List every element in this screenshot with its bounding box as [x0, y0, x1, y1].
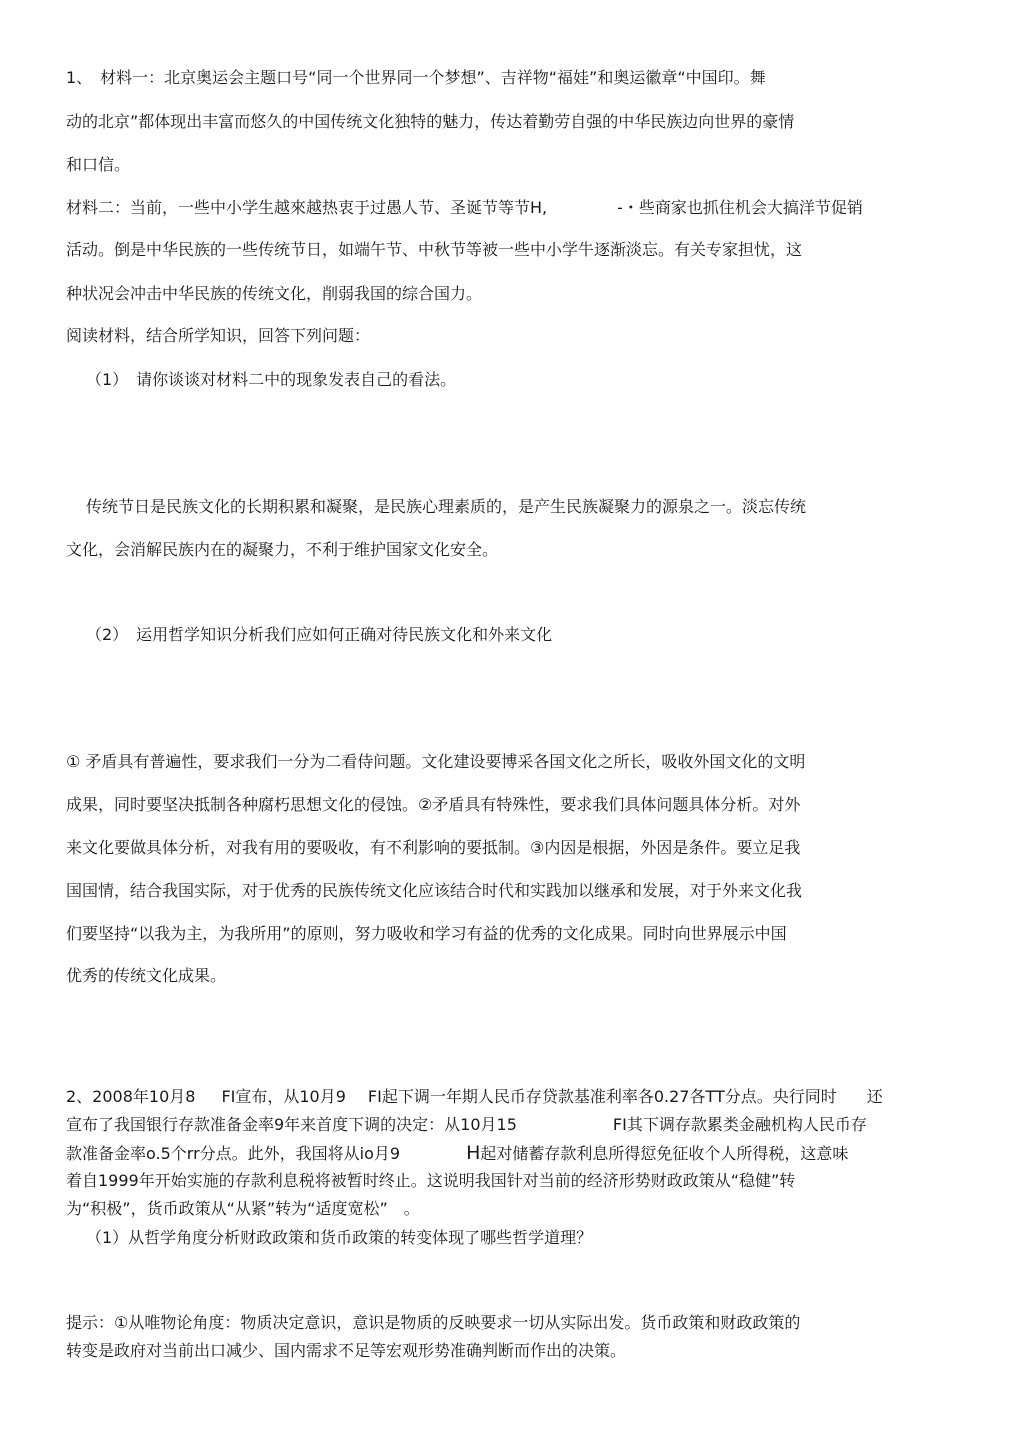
- q2-line-1c: FI起下调一年期人民币存贷款基准利率各0.27各TT分点。央行同时: [367, 1087, 837, 1106]
- q1-sub2-answer-line-1: ① 矛盾具有普遍性，要求我们一分为二看侍问题。文化建设要博采各国文化之所长，吸收外国文化的文明: [66, 752, 806, 771]
- q1-sub1-answer-line-2: 文化，会消解民族内在的凝聚力，不利于维护国家文化安全。: [66, 540, 499, 559]
- q2-sub1-hint-line-1: 提示：①从唯物论角度：物质决定意识，意识是物质的反映要求一切从实际出发。货币政策和财政政策的: [66, 1313, 801, 1332]
- q1-material-line-4a: 材料二：当前，一些中小学生越來越热衷于过愚人节、圣诞节等节H,: [66, 198, 548, 217]
- q2-line-2: [66, 1115, 867, 1135]
- q2-line-4: 着自1999年开始实施的存款利息税将被暂时终止。这说明我国针对当前的经济形势财政政策从“稳健”转: [66, 1171, 796, 1190]
- q1-sub2-answer-line-3: 来文化要做具体分析，对我有用的要吸收，有不利影响的要抵制。③内因是根据，外因是条件。要立足我: [66, 838, 801, 857]
- q1-sub2-answer-line-4: 国国情，结合我国实际，对于优秀的民族传统文化应该结合时代和实践加以继承和发展，对于外来文化我: [66, 881, 803, 900]
- q1-material-line-2: 动的北京”都体现出丰富而悠久的中国传统文化独特的魅力，传达着勤劳自强的中华民族边向世界的豪情: [66, 112, 795, 131]
- q2-sub1-question: （1）从哲学角度分析财政政策和货币政策的转变体现了哪些哲学道理？: [86, 1228, 593, 1247]
- q2-line-1b: FI宣布，从10月9: [221, 1087, 346, 1106]
- q2-line-1a: 2、2008年10月8: [66, 1087, 196, 1106]
- q1-material-line-3: 和口信。: [66, 155, 131, 174]
- q2-sub1-hint-line-2: 转变是政府对当前出口减少、国内需求不足等宏观形势准确判断而作出的决策。: [66, 1341, 627, 1360]
- q2-line-2a: 宣布了我国银行存款准备金率9年来首度下调的决定：从10月15: [66, 1115, 517, 1134]
- q2-line-5: 为“积极”，货币政策从“从紧”转为“适度宽松” 。: [66, 1199, 420, 1218]
- q2-line-3b: H: [466, 1142, 481, 1164]
- q2-line-3a: 款准备金率o.5个rr分点。此外，我国将从io月9: [66, 1144, 401, 1163]
- q1-material-line-6: 种状况会冲击中华民族的传统文化，削弱我国的综合国力。: [66, 284, 483, 303]
- q2-line-2b: FI其下调存款累类金融机构人民币存: [612, 1115, 867, 1134]
- q1-material-line-5: 活动。倒是中华民族的一些传统节日，如端午节、中秋节等被一些中小学牛逐渐淡忘。有关专家担忧，这: [66, 240, 803, 259]
- q2-line-3: [66, 1143, 848, 1164]
- q1-sub2-answer-line-6: 优秀的传统文化成果。: [66, 966, 227, 985]
- q1-sub2-answer-line-2: 成果，同时要坚决抵制各种腐朽思想文化的侵蚀。②矛盾具有特殊性，要求我们具体问题具体分析。对外: [66, 795, 801, 814]
- q2-line-1: [66, 1087, 883, 1107]
- q1-material-line-4b: -・些商家也抓住机会大搞洋节促销: [617, 198, 863, 217]
- q1-sub1-question: （1） 请你谈谈对材料二中的现象发表自己的看法。: [86, 370, 457, 389]
- q1-instruction: 阅读材料，结合所学知识，回答下列问题：: [66, 326, 371, 345]
- q1-material-line-4: [66, 198, 863, 218]
- q1-sub1-answer-line-1: 传统节日是民族文化的长期积累和凝聚，是民族心理素质的，是产生民族凝聚力的源泉之一。淡忘传统: [86, 497, 807, 516]
- q1-sub2-answer-line-5: 们要坚持“以我为主，为我所用”的原则，努力吸收和学习有益的优秀的文化成果。同时向世界展示中国: [66, 924, 787, 943]
- q2-line-3c: 起对储蓄存款利息所得愆免征收个人所得税，这意味: [480, 1144, 849, 1163]
- q1-sub2-question: （2） 运用哲学知识分析我们应如何正确对待民族文化和外来文化: [86, 625, 553, 644]
- q1-material-line-1: 1、 材料一：北京奥运会主题口号“同一个世界同一个梦想”、吉祥物“福娃”和奥运徽章“中国印。舞: [66, 68, 766, 87]
- q2-line-1d: 还: [866, 1087, 883, 1106]
